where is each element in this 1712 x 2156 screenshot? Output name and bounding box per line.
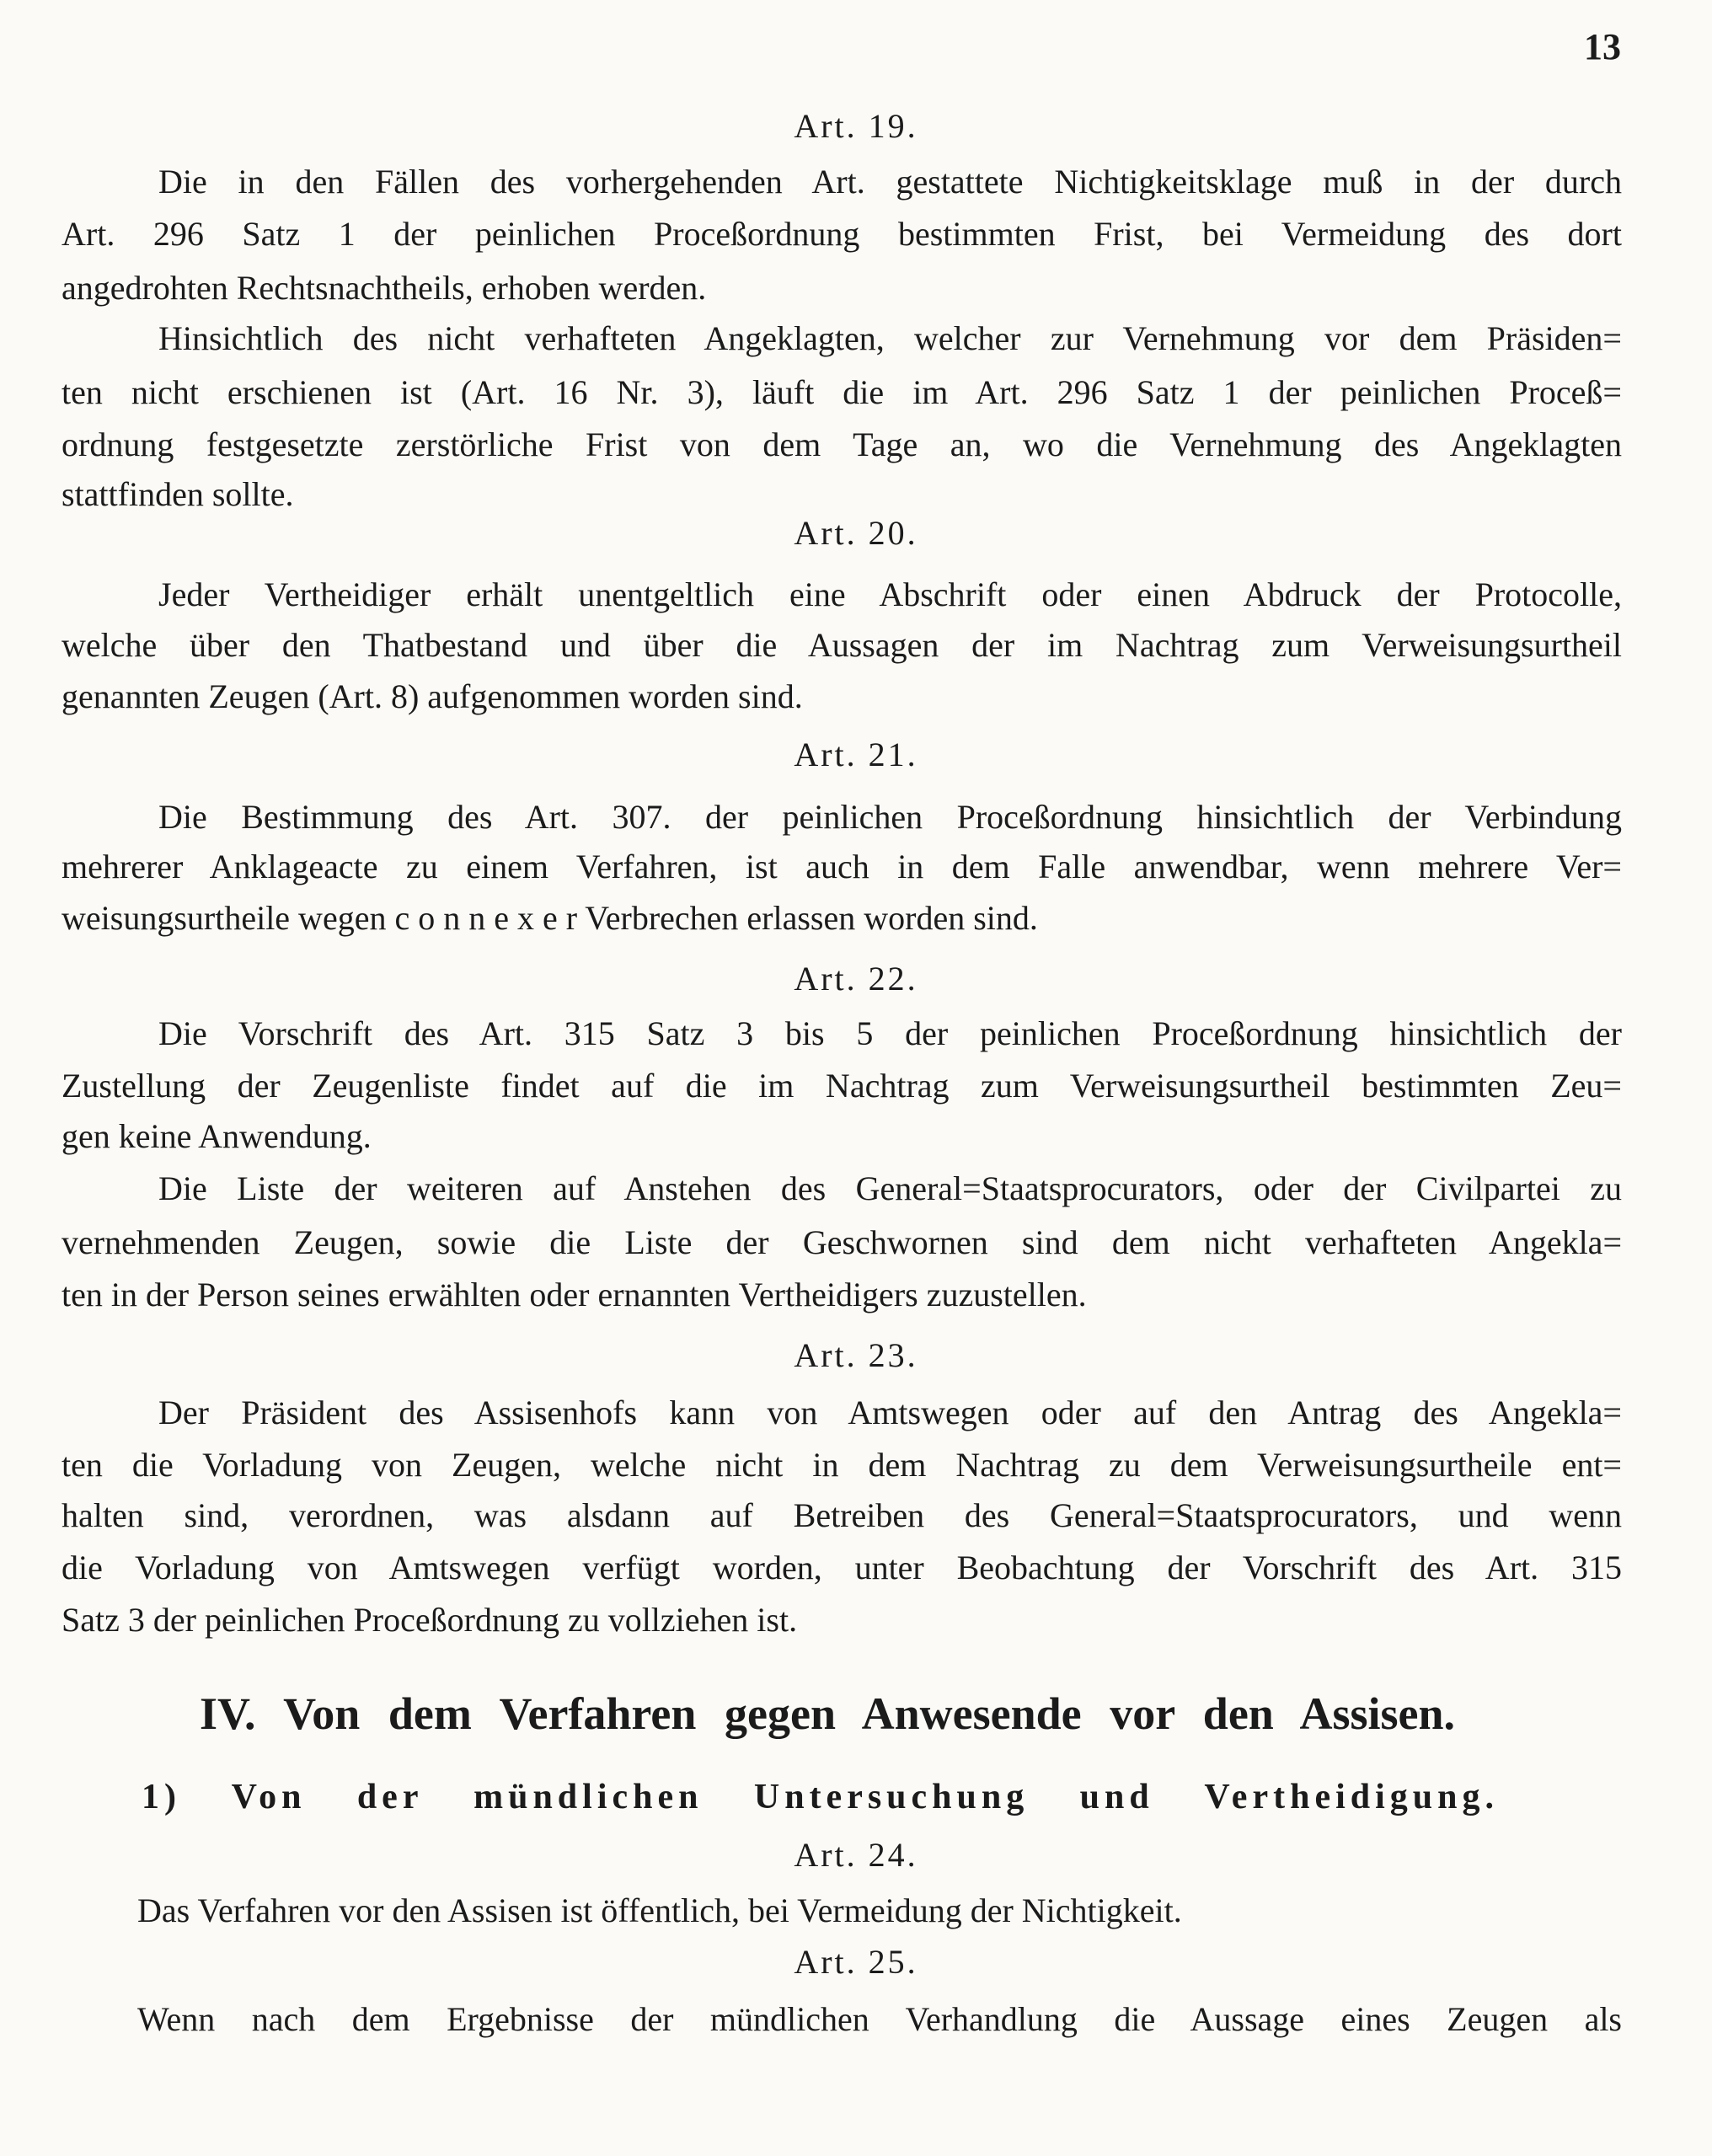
paragraph-first-line: Die Bestimmung des Art. 307. der peinlichen Proceßordnung hinsichtlich der Verbindung: [158, 798, 1622, 836]
paragraph-line: Das Verfahren vor den Assisen ist öffentlich, bei Vermeidung der Nichtigkeit.: [137, 1891, 1182, 1929]
article-heading: Art. 23.: [794, 1336, 918, 1374]
text-line: welche über den Thatbestand und über die Aussagen der im Nachtrag zum Verweisungsurtheil: [62, 626, 1622, 664]
paragraph-last-line: Satz 3 der peinlichen Proceßordnung zu vollziehen ist.: [62, 1601, 798, 1639]
paragraph-first-line: Die in den Fällen des vorhergehenden Art. gestattete Nichtigkeitsklage muß in der durch: [158, 163, 1622, 201]
article-heading: Art. 22.: [794, 960, 918, 998]
text-line: Zustellung der Zeugenliste findet auf die im Nachtrag zum Verweisungsurtheil bestimmten Zeu=: [62, 1067, 1622, 1105]
text-line: Art. 296 Satz 1 der peinlichen Proceßordnung bestimmten Frist, bei Vermeidung des dort: [62, 215, 1622, 253]
paragraph-first-line: Die Vorschrift des Art. 315 Satz 3 bis 5 der peinlichen Proceßordnung hinsichtlich der: [158, 1014, 1622, 1052]
paragraph-first-line: Hinsichtlich des nicht verhafteten Angeklagten, welcher zur Vernehmung vor dem Präsiden=: [158, 319, 1622, 357]
text-line: vernehmenden Zeugen, sowie die Liste der Geschwornen sind dem nicht verhafteten Angekla=: [62, 1223, 1622, 1261]
paragraph-first-line: Der Präsident des Assisenhofs kann von Amtswegen oder auf den Antrag des Angekla=: [158, 1394, 1622, 1431]
paragraph-last-line: genannten Zeugen (Art. 8) aufgenommen worden sind.: [62, 677, 803, 715]
paragraph-last-line: gen keine Anwendung.: [62, 1117, 372, 1155]
article-heading: Art. 20.: [794, 514, 918, 552]
article-heading: Art. 19.: [794, 107, 918, 145]
article-heading: Art. 25.: [794, 1943, 918, 1981]
article-heading: Art. 21.: [794, 736, 918, 773]
text-line: ten nicht erschienen ist (Art. 16 Nr. 3), läuft die im Art. 296 Satz 1 der peinlichen Proceß=: [62, 373, 1622, 411]
text-line: mehrerer Anklageacte zu einem Verfahren, ist auch in dem Falle anwendbar, wenn mehrere Ver=: [62, 848, 1622, 885]
paragraph-first-line: Die Liste der weiteren auf Anstehen des General=Staatsprocurators, oder der Civilpartei zu: [158, 1169, 1622, 1207]
paragraph-last-line: angedrohten Rechtsnachtheils, erhoben werden.: [62, 269, 707, 307]
subsection-heading: 1) Von der mündlichen Untersuchung und Vertheidigung.: [142, 1778, 1499, 1816]
paragraph-last-line: ten in der Person seines erwählten oder ernannten Vertheidigers zuzustellen.: [62, 1276, 1087, 1313]
page-number: 13: [1584, 26, 1621, 67]
paragraph-first-line: Wenn nach dem Ergebnisse der mündlichen Verhandlung die Aussage eines Zeugen als: [137, 2000, 1622, 2038]
text-line: ten die Vorladung von Zeugen, welche nicht in dem Nachtrag zu dem Verweisungsurtheile ent=: [62, 1446, 1622, 1484]
text-line: ordnung festgesetzte zerstörliche Frist von dem Tage an, wo die Vernehmung des Angeklagten: [62, 425, 1622, 463]
text-line: halten sind, verordnen, was alsdann auf Betreiben des General=Staatsprocurators, und wenn: [62, 1496, 1622, 1534]
article-heading: Art. 24.: [794, 1836, 918, 1874]
paragraph-first-line: Jeder Vertheidiger erhält unentgeltlich eine Abschrift oder einen Abdruck der Protocolle,: [158, 575, 1622, 613]
paragraph-last-line: stattfinden sollte.: [62, 475, 294, 513]
paragraph-last-line: weisungsurtheile wegen c o n n e x e r Verbrechen erlassen worden sind.: [62, 899, 1038, 937]
text-line: die Vorladung von Amtswegen verfügt worden, unter Beobachtung der Vorschrift des Art. 315: [62, 1549, 1622, 1586]
section-heading: IV. Von dem Verfahren gegen Anwesende vor den Assisen.: [200, 1688, 1455, 1739]
